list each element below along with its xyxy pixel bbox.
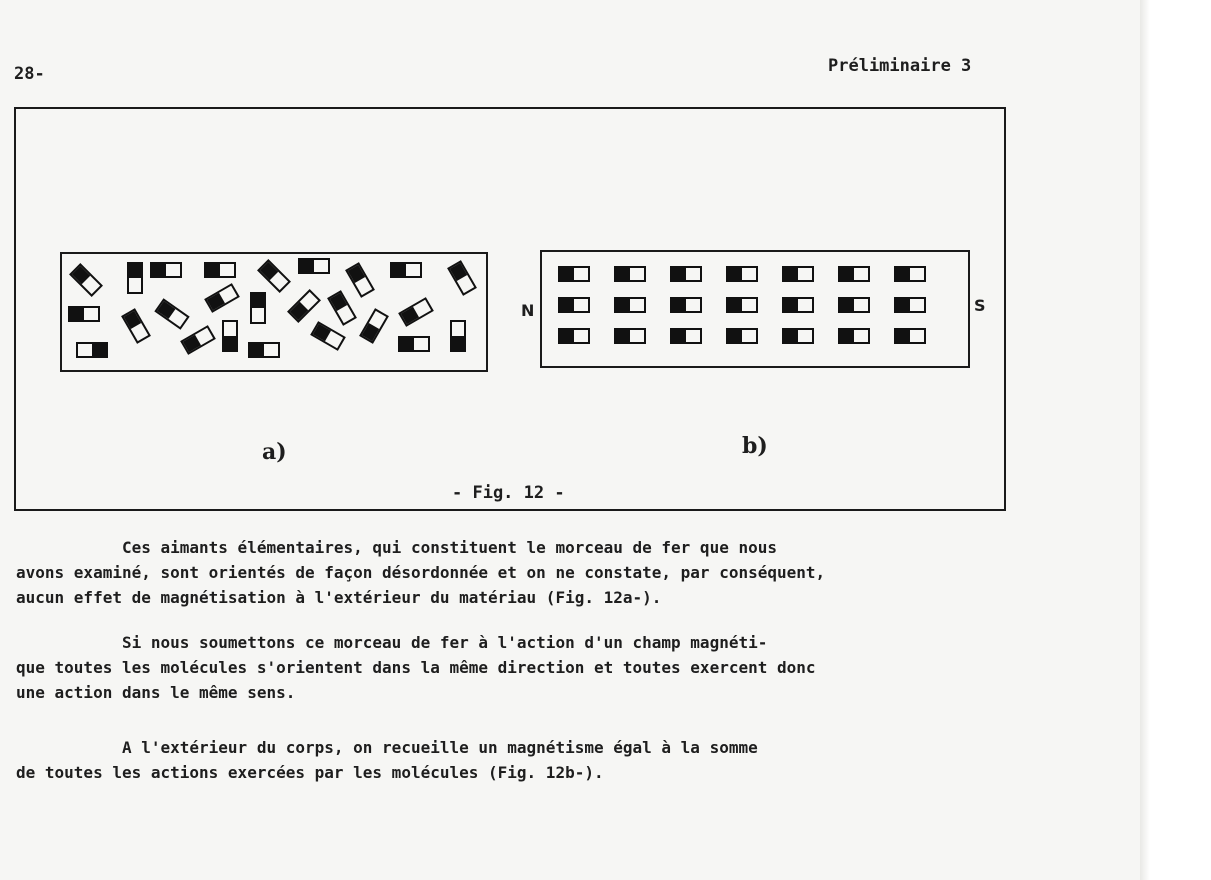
south-pole-label: S bbox=[974, 296, 986, 315]
elementary-magnet bbox=[398, 336, 430, 352]
elementary-magnet bbox=[76, 342, 108, 358]
aligned-magnet bbox=[614, 297, 646, 313]
elementary-magnet bbox=[345, 262, 375, 298]
aligned-magnet bbox=[894, 266, 926, 282]
elementary-magnet bbox=[154, 298, 189, 329]
elementary-magnet bbox=[127, 262, 143, 294]
aligned-magnet bbox=[782, 297, 814, 313]
aligned-magnet bbox=[614, 266, 646, 282]
paragraph-2: Si nous soumettons ce morceau de fer à l'action d'un champ magnéti- que toutes les molécules s'orientent dans la même direction et toutes exercent donc une action dans le même sens. bbox=[16, 633, 816, 702]
elementary-magnet bbox=[310, 321, 346, 351]
aligned-magnet bbox=[558, 297, 590, 313]
aligned-magnet bbox=[838, 328, 870, 344]
north-pole-label: N bbox=[521, 301, 535, 320]
panel-a-random-magnets bbox=[60, 252, 488, 372]
aligned-magnet bbox=[670, 328, 702, 344]
aligned-magnet bbox=[614, 328, 646, 344]
elementary-magnet bbox=[359, 308, 389, 344]
elementary-magnet bbox=[450, 320, 466, 352]
sub-figure-label-a: a) bbox=[262, 439, 287, 465]
paragraph-3: A l'extérieur du corps, on recueille un magnétisme égal à la somme de toutes les actions exercées par les molécules (Fig. 12b-). bbox=[16, 738, 758, 782]
elementary-magnet bbox=[222, 320, 238, 352]
aligned-magnet bbox=[894, 328, 926, 344]
elementary-magnet bbox=[398, 297, 434, 327]
aligned-magnet bbox=[726, 328, 758, 344]
elementary-magnet bbox=[390, 262, 422, 278]
aligned-magnet bbox=[558, 328, 590, 344]
section-title: Préliminaire 3 bbox=[828, 56, 972, 76]
aligned-magnet bbox=[782, 266, 814, 282]
figure-caption: - Fig. 12 - bbox=[452, 483, 565, 503]
aligned-magnet bbox=[558, 266, 590, 282]
aligned-magnet bbox=[894, 297, 926, 313]
elementary-magnet bbox=[204, 283, 240, 313]
elementary-magnet bbox=[68, 306, 100, 322]
figure-12 bbox=[14, 107, 1006, 511]
aligned-magnet bbox=[670, 266, 702, 282]
elementary-magnet bbox=[327, 290, 357, 326]
elementary-magnet bbox=[150, 262, 182, 278]
elementary-magnet bbox=[250, 292, 266, 324]
elementary-magnet bbox=[121, 308, 151, 344]
elementary-magnet bbox=[180, 325, 216, 355]
elementary-magnet bbox=[248, 342, 280, 358]
sub-figure-label-b: b) bbox=[742, 433, 768, 459]
aligned-magnet bbox=[726, 266, 758, 282]
aligned-magnet bbox=[838, 266, 870, 282]
aligned-magnet bbox=[782, 328, 814, 344]
elementary-magnet bbox=[204, 262, 236, 278]
page-edge bbox=[1140, 0, 1150, 880]
elementary-magnet bbox=[447, 260, 477, 296]
aligned-magnet bbox=[838, 297, 870, 313]
page-number: 28- bbox=[14, 64, 45, 84]
elementary-magnet bbox=[257, 259, 291, 293]
elementary-magnet bbox=[69, 263, 103, 297]
aligned-magnet bbox=[670, 297, 702, 313]
elementary-magnet bbox=[287, 289, 321, 323]
paragraph-1: Ces aimants élémentaires, qui constituent le morceau de fer que nous avons examiné, sont orientés de façon désordonnée et on ne constate, par conséquent, aucun effet de magnétisation à l'extérieur du matériau (Fig. 12a-). bbox=[16, 538, 826, 607]
elementary-magnet bbox=[298, 258, 330, 274]
aligned-magnet bbox=[726, 297, 758, 313]
panel-b-aligned-magnets bbox=[540, 250, 970, 368]
